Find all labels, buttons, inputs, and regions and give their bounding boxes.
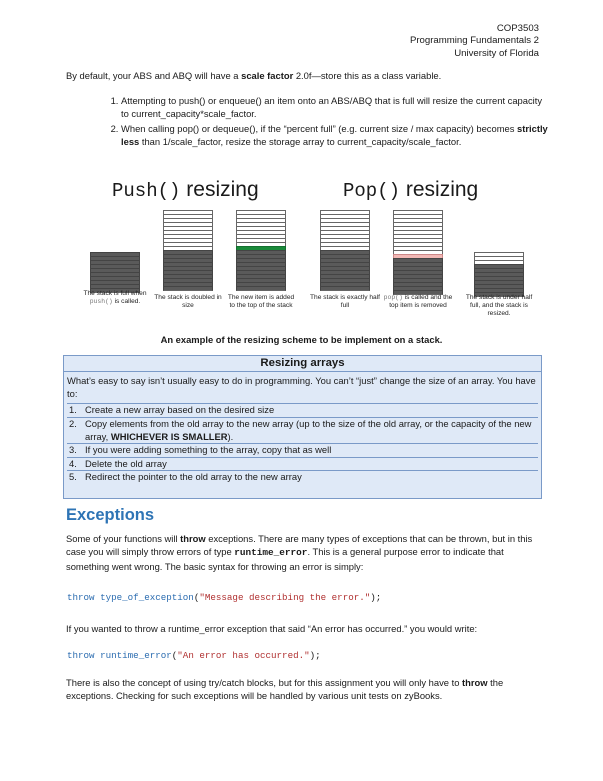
stack-pop	[393, 210, 443, 295]
caption-half-full: The stack is exactly half full	[310, 294, 380, 309]
stack-half-full	[320, 210, 370, 291]
scale-factor-term: scale factor	[241, 70, 294, 81]
document-header	[410, 23, 539, 60]
stack-full	[90, 252, 140, 293]
university-name: University of Florida	[454, 47, 539, 59]
box-step: 2. Copy elements from the old array to the new array (up to the size of the old array, or the capacity of the new array, WHICHEVER IS SMALLER).	[67, 417, 538, 443]
box-intro: What’s easy to say isn’t usually easy to do in programming. You can’t “just” change the size of an array. You have to:	[67, 375, 536, 400]
exceptions-heading: Exceptions	[66, 506, 155, 524]
stack-slot	[163, 286, 213, 291]
resizing-arrays-box	[63, 355, 542, 499]
box-step: 1. Create a new array based on the desired size	[67, 403, 538, 417]
code-example-runtime-error: throw runtime_error("An error has occurred.");	[67, 650, 321, 661]
course-code: COP3503	[496, 23, 539, 34]
box-title: Resizing arrays	[64, 356, 541, 372]
intro-paragraph: By default, your ABS and ABQ will have a scale factor 2.0f—store this as a class variable.	[66, 70, 442, 81]
course-title: Programming Fundamentals 2	[409, 35, 539, 47]
caption-shrunk: The stack is under half full, and the stack is resized.	[465, 294, 533, 317]
exceptions-paragraph-1: Some of your functions will throw exceptions. There are many types of exceptions that can be thrown, but in this case you will simply throw errors of type runtime_error. This is a general purpose error to indicate that something went wrong. The basic syntax for throwing an error is simply:	[66, 533, 533, 572]
resizing-diagram	[80, 210, 540, 330]
stack-shrunk	[474, 252, 524, 297]
stack-doubled	[163, 210, 213, 291]
caption-doubled: The stack is doubled in size	[154, 294, 222, 309]
box-step: 5. Redirect the pointer to the old array to the new array	[67, 470, 538, 484]
stack-slot	[320, 286, 370, 291]
caption-full: The stack is full when push() is called.	[83, 290, 147, 305]
resize-rule-push: 1. Attempting to push() or enqueue() an item onto an ABS/ABQ that is full will resize the current capacity to current_capacity*scale_factor.	[121, 94, 551, 121]
caption-pop: pop() is called and the top item is removed	[383, 294, 453, 309]
stack-new-item	[236, 210, 286, 291]
resize-rule-pop: 2. When calling pop() or dequeue(), if the “percent full” (e.g. current size / max capacity) becomes strictly less than 1/scale_factor, resize the storage array to current_capacity/scale_factor.	[121, 122, 551, 149]
stack-slot	[236, 286, 286, 291]
pop-resizing-title: Pop() resizing	[343, 178, 479, 202]
resize-rules-list	[104, 94, 551, 150]
caption-new-item: The new item is added to the top of the stack	[227, 294, 295, 309]
figure-caption: An example of the resizing scheme to be implement on a stack.	[160, 334, 443, 345]
push-resizing-title: Push() resizing	[112, 178, 259, 202]
box-steps-list	[64, 403, 541, 484]
exceptions-paragraph-3: There is also the concept of using try/catch blocks, but for this assignment you will only have to throw the exceptions. Checking for such exceptions will be handled by various unit tests on zyBooks.	[66, 677, 504, 702]
code-example-generic: throw type_of_exception("Message describing the error.");	[67, 592, 382, 603]
box-step: 4. Delete the old array	[67, 457, 538, 471]
box-step: 3. If you were adding something to the array, copy that as well	[67, 443, 538, 457]
exceptions-paragraph-2: If you wanted to throw a runtime_error exception that said “An error has occurred.” you would write:	[66, 623, 478, 634]
